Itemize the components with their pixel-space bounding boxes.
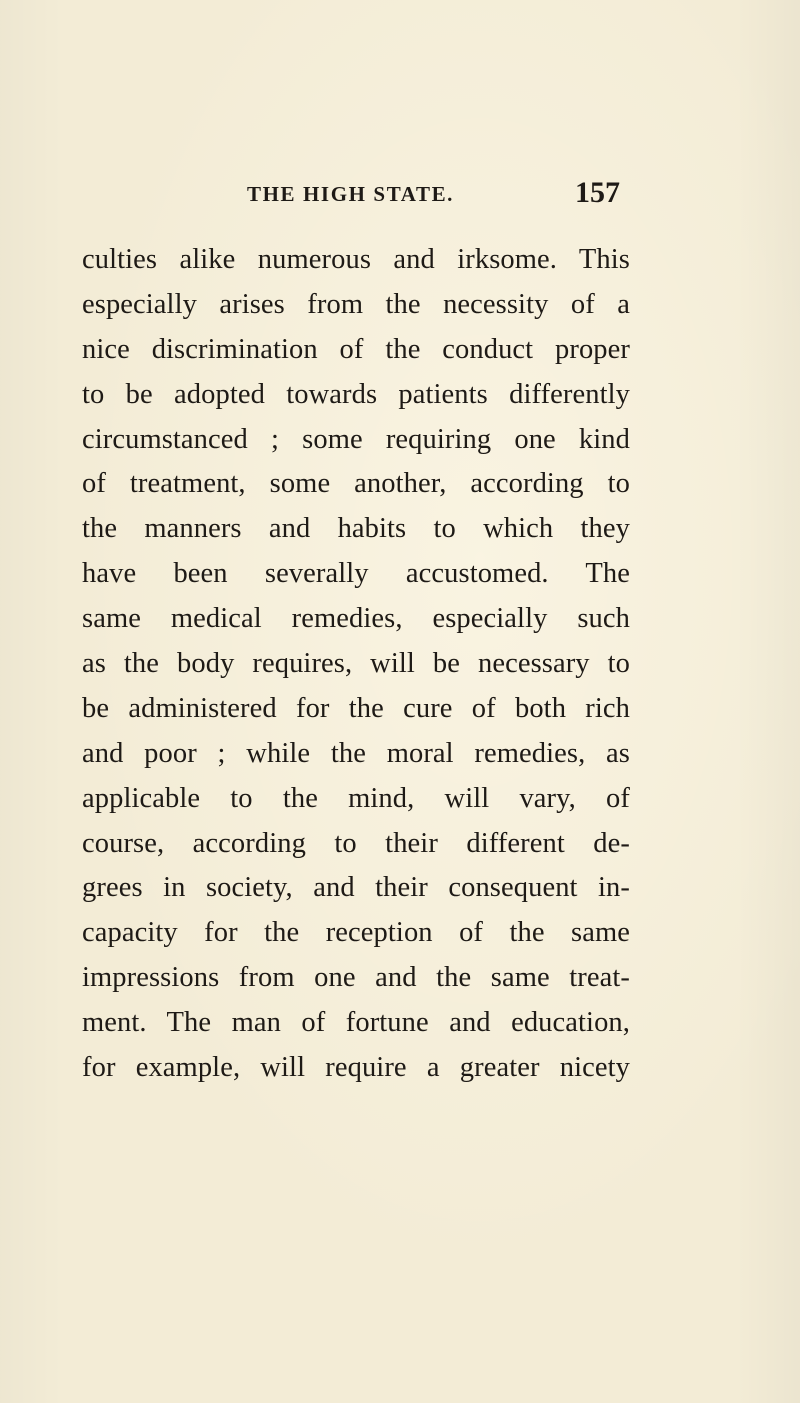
body-text (82, 238, 630, 1091)
text-line: impressions from one and the same treat- (82, 962, 630, 994)
text-line: nice discrimination of the conduct proper (82, 333, 630, 365)
text-line: especially arises from the necessity of a (82, 288, 630, 320)
text-line: circumstanced ; some requiring one kind (82, 423, 630, 455)
text-line: the manners and habits to which they (82, 513, 630, 545)
text-line: course, according to their different de- (82, 827, 630, 859)
text-line: as the body requires, will be necessary to (82, 648, 630, 680)
text-line: culties alike numerous and irksome. This (82, 244, 630, 275)
page-number: 157 (575, 176, 620, 209)
text-line: same medical remedies, especially such (82, 603, 630, 635)
running-head-title: THE HIGH STATE. (247, 182, 455, 206)
text-line: applicable to the mind, will vary, of (82, 782, 630, 814)
text-line: of treatment, some another, according to (82, 468, 630, 500)
text-line: to be adopted towards patients differently (82, 378, 630, 410)
text-line: be administered for the cure of both rich (82, 692, 630, 724)
text-line: and poor ; while the moral remedies, as (82, 737, 630, 769)
text-line: for example, will require a greater nicety (82, 1052, 630, 1084)
running-head (0, 176, 800, 216)
text-line: capacity for the reception of the same (82, 917, 630, 949)
text-line: grees in society, and their consequent in- (82, 872, 630, 904)
text-line: ment. The man of fortune and education, (82, 1007, 630, 1039)
text-line: have been severally accustomed. The (82, 558, 630, 590)
